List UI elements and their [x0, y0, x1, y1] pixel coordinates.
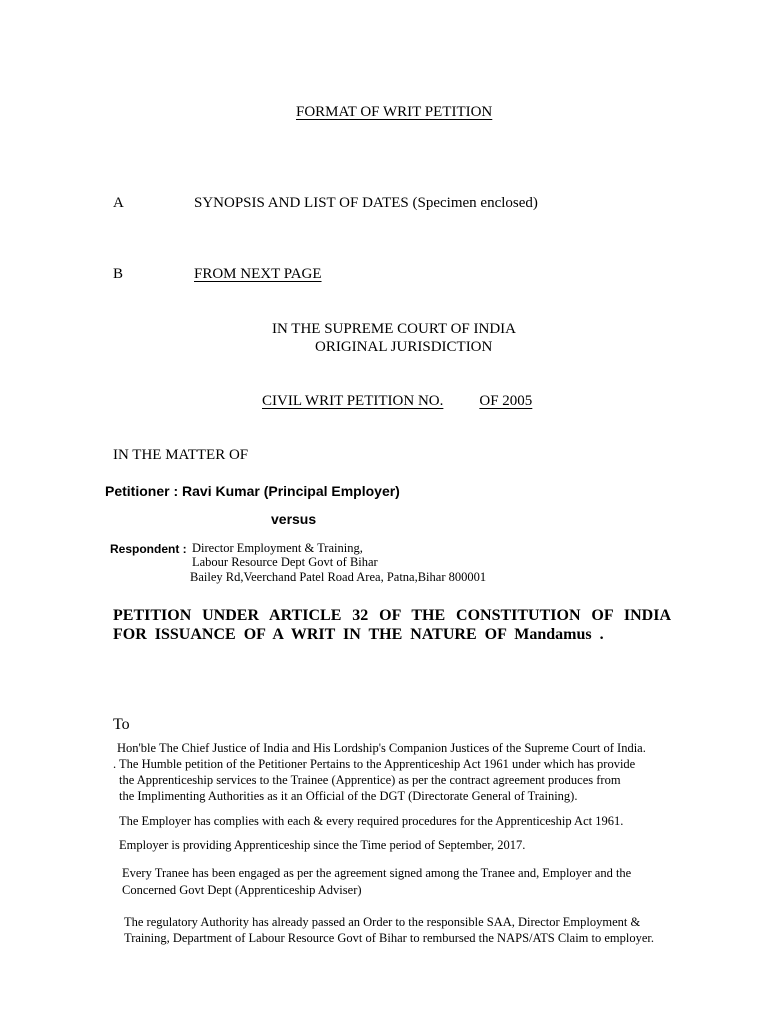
respondent-label: Respondent :	[110, 542, 187, 556]
item-b-letter: B	[113, 266, 124, 282]
item-b-text: FROM NEXT PAGE	[194, 266, 322, 282]
to-label: To	[113, 716, 130, 733]
para1-line-2: . The Humble petition of the Petitioner Pertains to the Apprenticeship Act 1961 under which has provide	[113, 757, 636, 771]
para1-line-1: Hon'ble The Chief Justice of India and His Lordship's Companion Justices of the Supreme Court of India.	[117, 741, 646, 755]
case-number-line	[262, 393, 580, 410]
para2: The Employer has complies with each & every required procedures for the Apprenticeship Act 1961.	[119, 814, 624, 828]
respondent-line-2: Labour Resource Dept Govt of Bihar	[192, 555, 378, 569]
para3: Employer is providing Apprenticeship since the Time period of September, 2017.	[119, 838, 526, 852]
para5-line-2: Training, Department of Labour Resource Govt of Bihar to rembursed the NAPS/ATS Claim to employer.	[124, 931, 655, 945]
item-a-letter: A	[113, 195, 124, 211]
item-a-text: SYNOPSIS AND LIST OF DATES (Specimen enclosed)	[194, 195, 538, 211]
para4-line-2: Concerned Govt Dept (Apprenticeship Adviser)	[122, 883, 362, 897]
matter-heading: IN THE MATTER OF	[113, 447, 249, 463]
case-year: OF 2005	[479, 393, 533, 409]
petitioner-line: Petitioner : Ravi Kumar (Principal Employer)	[105, 483, 400, 499]
para4-line-1: Every Tranee has been engaged as per the agreement signed among the Tranee and, Employer and the	[122, 866, 632, 880]
versus-label: versus	[271, 511, 317, 527]
document-title: FORMAT OF WRIT PETITION	[296, 104, 493, 120]
para5-line-1: The regulatory Authority has already passed an Order to the responsible SAA, Director Employment &	[124, 915, 641, 929]
para1-line-4: the Implimenting Authorities as it an Official of the DGT (Directorate General of Training).	[119, 789, 578, 803]
case-label: CIVIL WRIT PETITION NO.	[262, 393, 444, 409]
respondent-line-3: Bailey Rd,Veerchand Patel Road Area, Patna,Bihar 800001	[190, 570, 487, 584]
para1-line-3: the Apprenticeship services to the Trainee (Apprentice) as per the contract agreement produces from	[119, 773, 621, 787]
court-name: IN THE SUPREME COURT OF INDIA	[272, 321, 516, 337]
petition-heading: PETITION UNDER ARTICLE 32 OF THE CONSTITUTION OF INDIA FOR ISSUANCE OF A WRIT IN THE NATURE OF Mandamus .	[113, 607, 671, 643]
jurisdiction: ORIGINAL JURISDICTION	[315, 339, 493, 355]
respondent-line-1: Director Employment & Training,	[192, 541, 363, 555]
